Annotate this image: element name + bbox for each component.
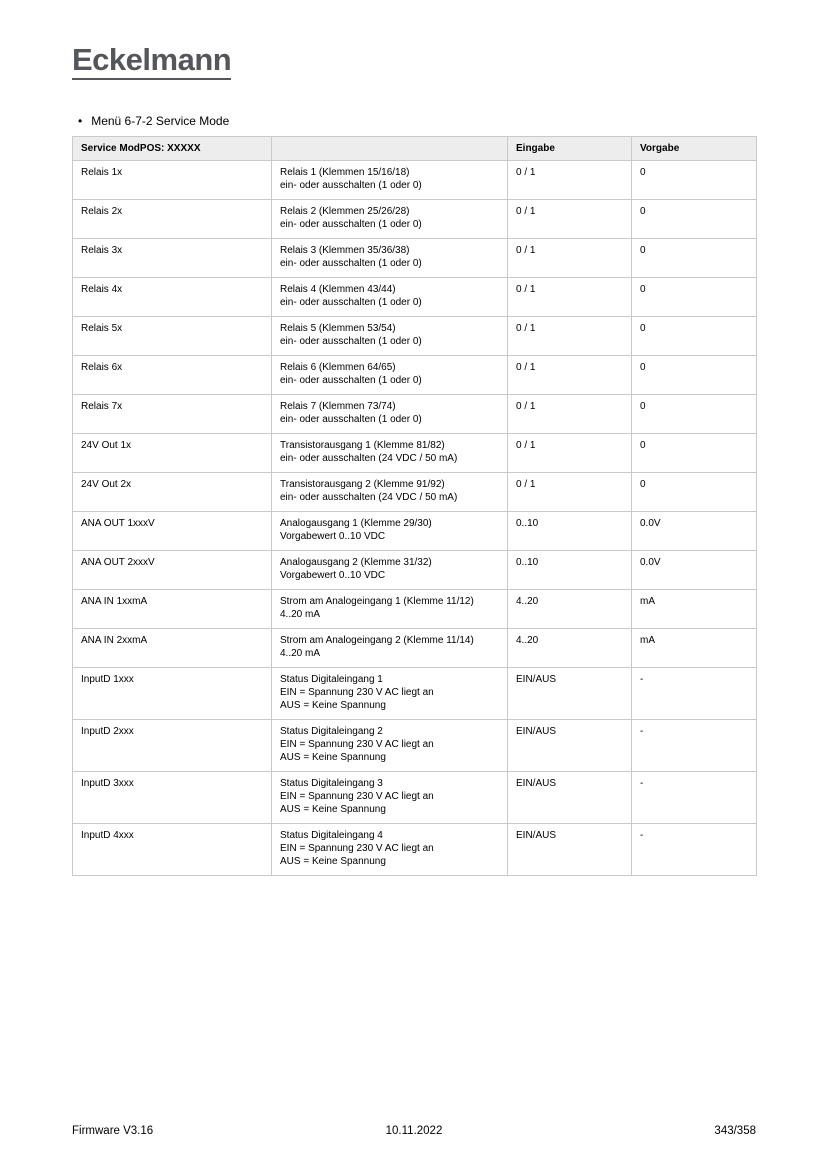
logo-underline bbox=[72, 78, 231, 80]
cell-eingabe: 0..10 bbox=[508, 512, 632, 551]
footer-firmware: Firmware V3.16 bbox=[72, 1125, 154, 1137]
table-row bbox=[73, 629, 757, 668]
cell-vorgabe: mA bbox=[632, 629, 757, 668]
cell-vorgabe: 0 bbox=[632, 161, 757, 200]
cell-description: Strom am Analogeingang 1 (Klemme 11/12) 4..20 mA bbox=[272, 590, 508, 629]
cell-description: Status Digitaleingang 1 EIN = Spannung 230 V AC liegt an AUS = Keine Spannung bbox=[272, 668, 508, 720]
cell-vorgabe: 0 bbox=[632, 473, 757, 512]
cell-vorgabe: mA bbox=[632, 590, 757, 629]
bullet-marker: • bbox=[78, 114, 83, 128]
menu-bullet-label: Menü 6-7-2 Service Mode bbox=[91, 114, 230, 128]
cell-eingabe: EIN/AUS bbox=[508, 772, 632, 824]
header-vorgabe: Vorgabe bbox=[632, 137, 757, 161]
cell-parameter: ANA OUT 1xxxV bbox=[73, 512, 272, 551]
header-description bbox=[272, 137, 508, 161]
cell-eingabe: EIN/AUS bbox=[508, 824, 632, 876]
cell-parameter: Relais 5x bbox=[73, 317, 272, 356]
cell-eingabe: 0..10 bbox=[508, 551, 632, 590]
cell-parameter: InputD 3xxx bbox=[73, 772, 272, 824]
cell-parameter: Relais 3x bbox=[73, 239, 272, 278]
cell-parameter: Relais 2x bbox=[73, 200, 272, 239]
cell-description: Relais 7 (Klemmen 73/74) ein- oder ausschalten (1 oder 0) bbox=[272, 395, 508, 434]
cell-vorgabe: 0.0V bbox=[632, 512, 757, 551]
table-row bbox=[73, 512, 757, 551]
cell-eingabe: 4..20 bbox=[508, 629, 632, 668]
cell-description: Analogausgang 2 (Klemme 31/32) Vorgabewert 0..10 VDC bbox=[272, 551, 508, 590]
header-service-modpos: Service ModPOS: XXXXX bbox=[73, 137, 272, 161]
service-mode-table bbox=[72, 136, 757, 876]
cell-description: Relais 3 (Klemmen 35/36/38) ein- oder ausschalten (1 oder 0) bbox=[272, 239, 508, 278]
table-row bbox=[73, 200, 757, 239]
table-row bbox=[73, 317, 757, 356]
logo-text: Eckelmann bbox=[72, 42, 232, 77]
cell-description: Status Digitaleingang 3 EIN = Spannung 230 V AC liegt an AUS = Keine Spannung bbox=[272, 772, 508, 824]
cell-eingabe: 0 / 1 bbox=[508, 395, 632, 434]
cell-parameter: Relais 4x bbox=[73, 278, 272, 317]
table-row bbox=[73, 434, 757, 473]
cell-description: Transistorausgang 1 (Klemme 81/82) ein- oder ausschalten (24 VDC / 50 mA) bbox=[272, 434, 508, 473]
cell-vorgabe: 0.0V bbox=[632, 551, 757, 590]
footer-page-number: 343/358 bbox=[714, 1125, 756, 1137]
cell-vorgabe: - bbox=[632, 824, 757, 876]
cell-description: Transistorausgang 2 (Klemme 91/92) ein- oder ausschalten (24 VDC / 50 mA) bbox=[272, 473, 508, 512]
cell-eingabe: 0 / 1 bbox=[508, 200, 632, 239]
cell-vorgabe: 0 bbox=[632, 278, 757, 317]
cell-eingabe: 0 / 1 bbox=[508, 161, 632, 200]
cell-parameter: Relais 6x bbox=[73, 356, 272, 395]
cell-vorgabe: - bbox=[632, 772, 757, 824]
cell-parameter: ANA IN 1xxmA bbox=[73, 590, 272, 629]
page-footer bbox=[72, 1125, 756, 1137]
cell-description: Status Digitaleingang 4 EIN = Spannung 230 V AC liegt an AUS = Keine Spannung bbox=[272, 824, 508, 876]
cell-description: Relais 4 (Klemmen 43/44) ein- oder ausschalten (1 oder 0) bbox=[272, 278, 508, 317]
table-row bbox=[73, 278, 757, 317]
cell-description: Status Digitaleingang 2 EIN = Spannung 230 V AC liegt an AUS = Keine Spannung bbox=[272, 720, 508, 772]
table-row bbox=[73, 551, 757, 590]
cell-description: Strom am Analogeingang 2 (Klemme 11/14) 4..20 mA bbox=[272, 629, 508, 668]
cell-description: Relais 2 (Klemmen 25/26/28) ein- oder ausschalten (1 oder 0) bbox=[272, 200, 508, 239]
table-row bbox=[73, 473, 757, 512]
cell-eingabe: 0 / 1 bbox=[508, 239, 632, 278]
cell-description: Relais 6 (Klemmen 64/65) ein- oder ausschalten (1 oder 0) bbox=[272, 356, 508, 395]
cell-parameter: ANA IN 2xxmA bbox=[73, 629, 272, 668]
table-header-row bbox=[73, 137, 757, 161]
table-row bbox=[73, 395, 757, 434]
table-header bbox=[73, 137, 757, 161]
cell-description: Relais 5 (Klemmen 53/54) ein- oder ausschalten (1 oder 0) bbox=[272, 317, 508, 356]
footer-date: 10.11.2022 bbox=[385, 1125, 443, 1137]
table-row bbox=[73, 668, 757, 720]
cell-parameter: Relais 1x bbox=[73, 161, 272, 200]
table-body bbox=[73, 161, 757, 876]
cell-vorgabe: 0 bbox=[632, 434, 757, 473]
eckelmann-logo bbox=[72, 44, 231, 80]
cell-vorgabe: 0 bbox=[632, 200, 757, 239]
table-row bbox=[73, 161, 757, 200]
cell-vorgabe: 0 bbox=[632, 395, 757, 434]
cell-description: Relais 1 (Klemmen 15/16/18) ein- oder ausschalten (1 oder 0) bbox=[272, 161, 508, 200]
cell-parameter: InputD 4xxx bbox=[73, 824, 272, 876]
table-row bbox=[73, 590, 757, 629]
table-row bbox=[73, 239, 757, 278]
cell-parameter: ANA OUT 2xxxV bbox=[73, 551, 272, 590]
cell-vorgabe: - bbox=[632, 668, 757, 720]
cell-vorgabe: - bbox=[632, 720, 757, 772]
table-row bbox=[73, 772, 757, 824]
cell-vorgabe: 0 bbox=[632, 239, 757, 278]
table-row bbox=[73, 824, 757, 876]
header-eingabe: Eingabe bbox=[508, 137, 632, 161]
cell-eingabe: 0 / 1 bbox=[508, 356, 632, 395]
cell-parameter: 24V Out 2x bbox=[73, 473, 272, 512]
menu-bullet-item bbox=[72, 114, 756, 128]
table-row bbox=[73, 720, 757, 772]
cell-parameter: InputD 1xxx bbox=[73, 668, 272, 720]
cell-description: Analogausgang 1 (Klemme 29/30) Vorgabewert 0..10 VDC bbox=[272, 512, 508, 551]
cell-eingabe: 0 / 1 bbox=[508, 278, 632, 317]
cell-parameter: 24V Out 1x bbox=[73, 434, 272, 473]
cell-eingabe: EIN/AUS bbox=[508, 720, 632, 772]
cell-parameter: Relais 7x bbox=[73, 395, 272, 434]
cell-vorgabe: 0 bbox=[632, 317, 757, 356]
cell-eingabe: EIN/AUS bbox=[508, 668, 632, 720]
table-row bbox=[73, 356, 757, 395]
cell-eingabe: 0 / 1 bbox=[508, 434, 632, 473]
cell-parameter: InputD 2xxx bbox=[73, 720, 272, 772]
cell-vorgabe: 0 bbox=[632, 356, 757, 395]
cell-eingabe: 0 / 1 bbox=[508, 473, 632, 512]
cell-eingabe: 0 / 1 bbox=[508, 317, 632, 356]
cell-eingabe: 4..20 bbox=[508, 590, 632, 629]
